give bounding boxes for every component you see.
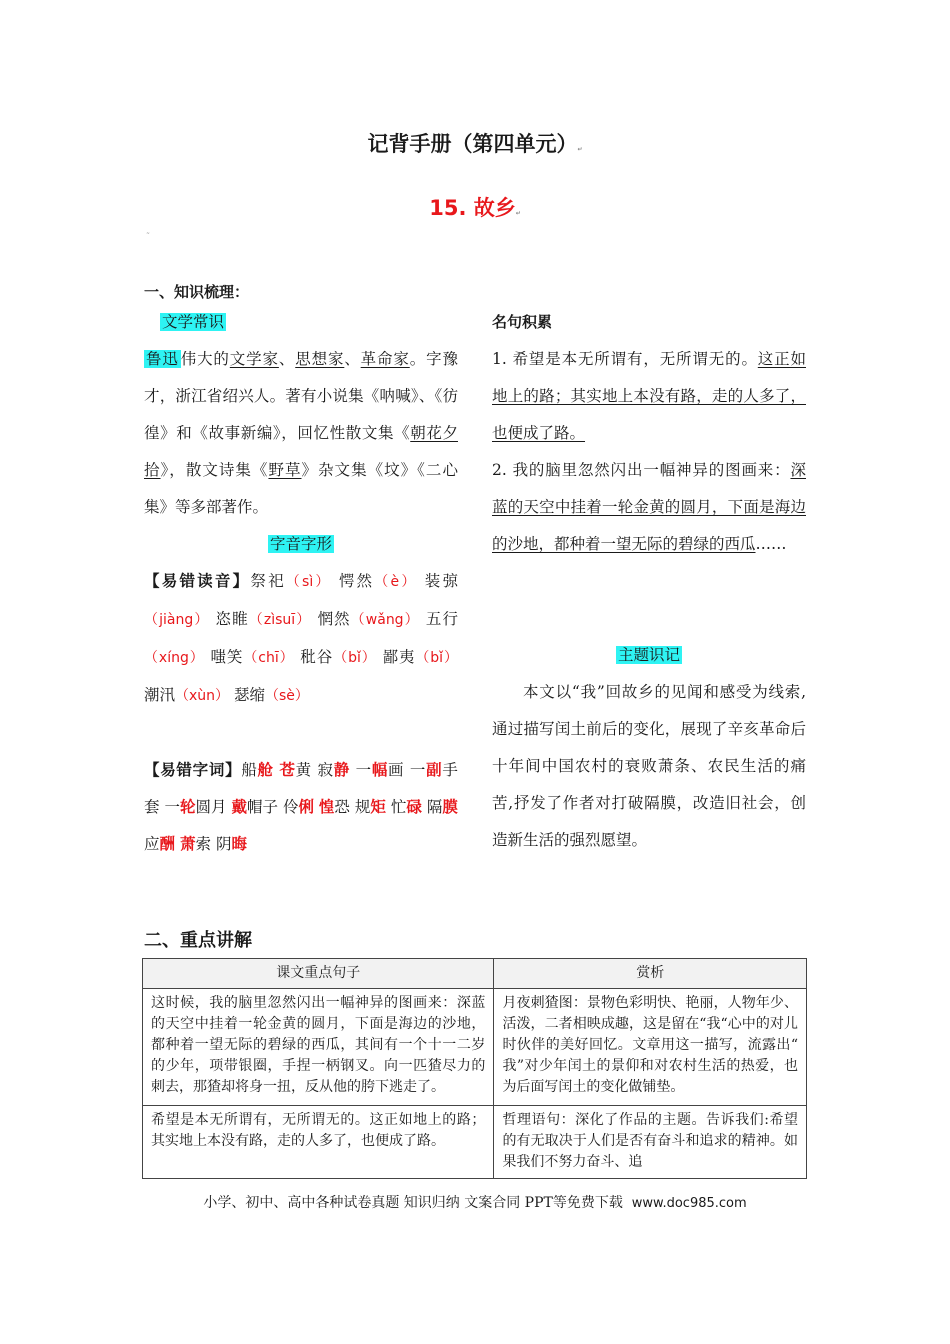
pron-word: 鄙夷 xyxy=(382,648,416,666)
key-points-table xyxy=(142,958,807,1179)
pron-word: 五行 xyxy=(425,610,458,628)
pron-word: 愕然 xyxy=(338,572,375,590)
footer-text: 小学、初中、高中各种试卷真题 知识归纳 文案合同 PPT等免费下载 xyxy=(203,1195,623,1211)
pronunciation-list: 【易错读音】祭祀（sì） 愕然（è） 装弶（jiàng） 恣睢（zìsuī） 惘然（wǎng） 五行（xíng） 嗤笑（chī） 秕谷（bǐ） 鄙夷（bǐ） 潮汛（xùn） 瑟缩（sè） xyxy=(144,572,458,704)
table-row xyxy=(143,1106,807,1179)
pron-word: 祭祀 xyxy=(250,572,286,590)
column-header-sentence: 课文重点句子 xyxy=(143,959,494,989)
error-word: 一副手套 xyxy=(144,761,458,816)
paragraph-mark: ˜ xyxy=(146,232,150,241)
error-word: 伶俐 xyxy=(282,798,314,816)
pinyin: （xíng） xyxy=(144,650,205,666)
error-word: 惶恐 xyxy=(318,798,350,816)
pron-word: 惘然 xyxy=(317,610,351,628)
analysis-cell: 哲理语句：深化了作品的主题。告诉我们:希望的有无取决于人们是否有奋斗和追求的精神。如果我们不努力奋斗、追 xyxy=(494,1106,807,1179)
right-column xyxy=(492,304,806,859)
pinyin: （è） xyxy=(374,574,418,590)
section1-heading: 一、知识梳理： xyxy=(144,283,250,301)
pron-word: 嗤笑 xyxy=(210,648,244,666)
table-row xyxy=(143,989,807,1106)
pron-word: 瑟缩 xyxy=(233,686,265,704)
analysis-cell: 月夜刺猹图：景物色彩明快、艳丽，人物年少、活泼，二者相映成趣，这是留在“我“心中的对儿时伙伴的美好回忆。文章用这一描写，流露出“ 我”对少年闰土的景仰和对农村生活的热爱，也为后面写闰土的变化做铺垫。 xyxy=(494,989,807,1106)
error-word: 一轮圆月 xyxy=(164,798,227,816)
pron-word: 秕谷 xyxy=(300,648,334,666)
author-paragraph: 鲁迅 伟大的文学家、思想家、革命家。字豫才，浙江省绍兴人。著有小说集《呐喊》、《彷徨》和《故事新编》，回忆性散文集《朝花夕拾》，散文诗集《野草》杂文集《坟》《二心集》等多部著作。 xyxy=(144,350,458,516)
sound-shape-label: 字音字形 xyxy=(269,535,332,553)
error-word: 苍黄 xyxy=(279,761,312,779)
pinyin: （jiàng） xyxy=(144,612,210,628)
column-header-analysis: 赏析 xyxy=(494,959,807,989)
quote-1: 1. 希望是本无所谓有，无所谓无的。这正如地上的路；其实地上本没有路，走的人多了，也便成了路。 xyxy=(492,350,806,442)
error-word: 隔膜 xyxy=(426,798,458,816)
theme-paragraph: 本文以“我”回故乡的见闻和感受为线索,通过描写闰土前后的变化，展现了辛亥革命后十年间中国农村的衰败萧条、农民生活的痛苦,抒发了作者对打破隔膜，改造旧社会，创造新生活的强烈愿望。 xyxy=(492,683,806,849)
quotes-label: 名句积累 xyxy=(492,313,553,331)
error-word: 寂静 xyxy=(317,761,350,779)
theme-label: 主题识记 xyxy=(617,646,680,664)
pinyin: （bǐ） xyxy=(415,650,458,666)
quote-2: 2. 我的脑里忽然闪出一幅神异的图画来：深蓝的天空中挂着一轮金黄的圆月，下面是海边的沙地，都种着一望无际的碧绿的西瓜…… xyxy=(492,461,806,553)
section2-heading: 二、重点讲解 xyxy=(144,930,252,951)
footer-link[interactable]: www.doc985.com xyxy=(631,1196,747,1211)
left-column xyxy=(144,304,458,863)
pinyin: （bǐ） xyxy=(333,650,377,666)
error-word: 应酬 xyxy=(144,835,176,853)
pinyin: （sè） xyxy=(265,688,309,704)
pron-word: 恣睢 xyxy=(215,610,249,628)
error-word: 船舱 xyxy=(241,761,274,779)
pinyin: （xùn） xyxy=(175,688,230,704)
literature-label: 文学常识 xyxy=(162,313,225,331)
lesson-title: 15. 故乡↵ xyxy=(429,196,521,220)
error-word: 规矩 xyxy=(354,798,386,816)
pinyin: （chī） xyxy=(243,650,295,666)
pron-word: 装弶 xyxy=(424,572,458,590)
sentence-cell: 这时候，我的脑里忽然闪出一幅神异的图画来：深蓝的天空中挂着一轮金黄的圆月，下面是海边的沙地，都种着一望无际的碧绿的西瓜，其间有一个十一二岁的少年，项带银圈，手捏一柄钢叉。向一匹猹尽力的刺去，那猹却将身一扭，反从他的胯下逃走了。 xyxy=(143,989,494,1106)
pinyin: （zìsuī） xyxy=(248,612,312,628)
sentence-cell: 希望是本无所谓有，无所谓无的。这正如地上的路；其实地上本没有路，走的人多了，也便成了路。 xyxy=(143,1106,494,1179)
error-word: 一幅画 xyxy=(355,761,405,779)
error-words-list: 【易错字词】船舱 苍黄 寂静 一幅画 一副手套 一轮圆月 戴帽子 伶俐 惶恐 规矩 忙碌 隔膜 应酬 萧索 阴晦 xyxy=(144,761,458,853)
pinyin: （wǎng） xyxy=(350,612,420,628)
page-title: 记背手册（第四单元）↵ xyxy=(367,132,583,156)
table-header-row xyxy=(143,959,807,989)
footer xyxy=(0,1192,950,1212)
error-word: 萧索 xyxy=(179,835,211,853)
error-word: 忙碌 xyxy=(390,798,422,816)
pinyin: （sì） xyxy=(285,574,332,590)
error-word: 阴晦 xyxy=(215,835,247,853)
error-word: 戴帽子 xyxy=(231,798,278,816)
pron-word: 潮汛 xyxy=(144,686,176,704)
